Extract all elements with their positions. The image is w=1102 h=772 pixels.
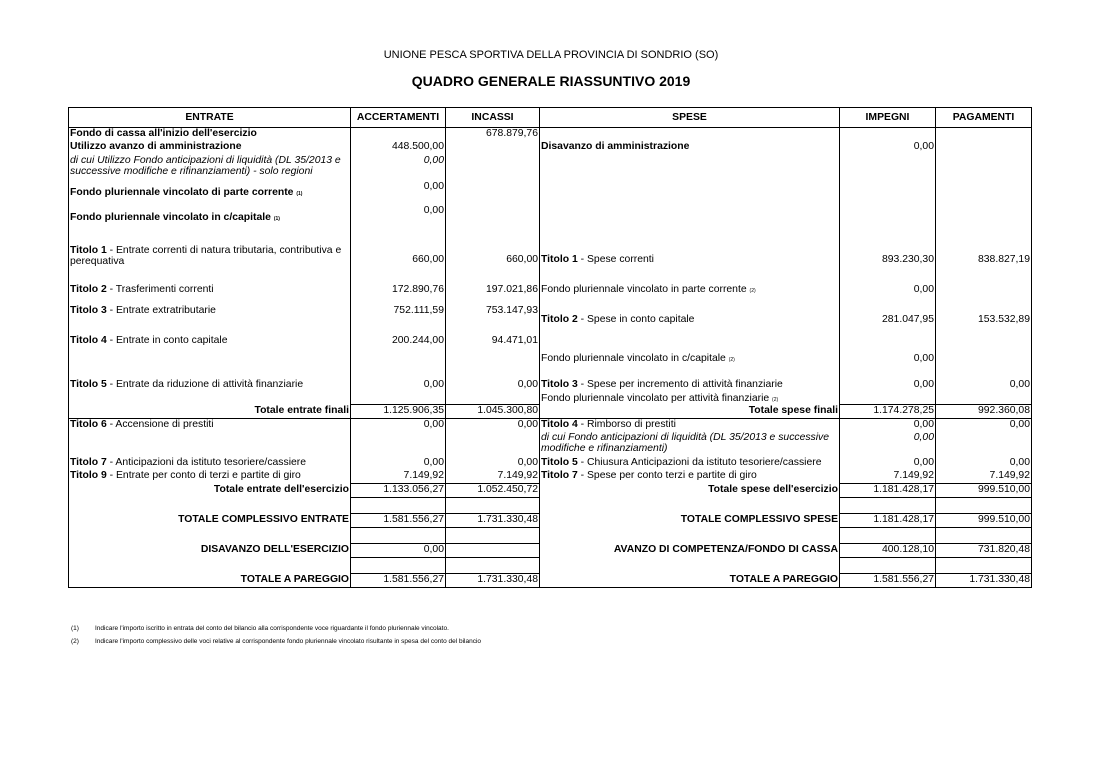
spesa-label: Titolo 3 - Spese per incremento di attività finanziarie bbox=[540, 379, 840, 393]
table-row bbox=[69, 128, 1032, 141]
total-row bbox=[69, 514, 1032, 528]
spacer-row bbox=[69, 498, 1032, 514]
incassi-value: 197.021,86 bbox=[446, 275, 540, 305]
table-row bbox=[69, 155, 1032, 181]
impegni-value: 0,00 bbox=[840, 379, 936, 393]
organization-name: UNIONE PESCA SPORTIVA DELLA PROVINCIA DI SONDRIO (SO) bbox=[383, 49, 719, 61]
col-header-impegni: IMPEGNI bbox=[840, 108, 936, 128]
summary-table bbox=[68, 107, 1032, 588]
spesa-label: Titolo 5 - Chiusura Anticipazioni da istituto tesoriere/cassiere bbox=[540, 457, 840, 470]
accertamenti-value: 200.244,00 bbox=[351, 335, 446, 349]
accertamenti-value: 752.111,59 bbox=[351, 305, 446, 321]
row-label: Utilizzo avanzo di amministrazione bbox=[69, 141, 351, 155]
col-header-entrate: ENTRATE bbox=[69, 108, 351, 128]
row-label: Totale entrate finali bbox=[69, 405, 351, 419]
impegni-value: 281.047,95 bbox=[840, 305, 936, 335]
spesa-label: Titolo 1 - Spese correnti bbox=[540, 245, 840, 275]
accertamenti-value: 0,00 bbox=[351, 379, 446, 393]
pagamenti-value: 731.820,48 bbox=[936, 544, 1032, 558]
table-row bbox=[69, 419, 1032, 432]
spesa-label: Titolo 4 - Rimborso di prestiti bbox=[540, 419, 840, 432]
pagamenti-value: 1.731.330,48 bbox=[936, 574, 1032, 588]
accertamenti-value: 0,00 bbox=[351, 205, 446, 232]
incassi-value: 1.052.450,72 bbox=[446, 484, 540, 498]
impegni-value: 7.149,92 bbox=[840, 470, 936, 484]
table-row bbox=[69, 275, 1032, 305]
accertamenti-value: 0,00 bbox=[351, 155, 446, 181]
impegni-value: 0,00 bbox=[840, 141, 936, 155]
table-header-row bbox=[69, 108, 1032, 128]
footnote-text: Indicare l'importo iscritto in entrata del conto del bilancio alla corrispondente voce riguardante il fondo pluriennale vincolato. bbox=[95, 625, 449, 632]
row-label: DISAVANZO DELL'ESERCIZIO bbox=[69, 544, 351, 558]
incassi-value: 94.471,01 bbox=[446, 335, 540, 349]
table-row bbox=[69, 432, 1032, 457]
table-row bbox=[69, 141, 1032, 155]
incassi-value: 1.731.330,48 bbox=[446, 514, 540, 528]
footnote-text: Indicare l'importo complessivo delle voci relative al corrispondente fondo pluriennale vincolato risultante in spesa del conto del bilancio bbox=[95, 638, 482, 645]
table-row bbox=[69, 393, 1032, 405]
accertamenti-value: 0,00 bbox=[351, 457, 446, 470]
spesa-label: AVANZO DI COMPETENZA/FONDO DI CASSA bbox=[540, 544, 840, 558]
total-row bbox=[69, 574, 1032, 588]
incassi-value: 678.879,76 bbox=[446, 128, 540, 141]
row-label: Titolo 6 - Accensione di prestiti bbox=[69, 419, 351, 432]
total-row bbox=[69, 405, 1032, 419]
footnote-number: (2) bbox=[71, 638, 79, 645]
spacer-row bbox=[69, 232, 1032, 245]
row-label: Titolo 1 - Entrate correnti di natura tributaria, contributiva e perequativa bbox=[69, 245, 351, 275]
spesa-label: Disavanzo di amministrazione bbox=[540, 141, 840, 155]
row-label: Titolo 9 - Entrate per conto di terzi e partite di giro bbox=[69, 470, 351, 484]
impegni-value: 0,00 bbox=[840, 275, 936, 305]
pagamenti-value: 153.532,89 bbox=[977, 313, 1030, 325]
row-label: Titolo 4 - Entrate in conto capitale bbox=[69, 335, 351, 349]
accertamenti-value: 660,00 bbox=[351, 245, 446, 275]
incassi-value: 660,00 bbox=[446, 245, 540, 275]
accertamenti-value: 172.890,76 bbox=[351, 275, 446, 305]
report-title: QUADRO GENERALE RIASSUNTIVO 2019 bbox=[411, 73, 691, 89]
accertamenti-value: 0,00 bbox=[351, 181, 446, 205]
total-row bbox=[69, 544, 1032, 558]
spesa-label: Titolo 7 - Spese per conto terzi e partite di giro bbox=[540, 470, 840, 484]
spesa-label: di cui Fondo anticipazioni di liquidità (DL 35/2013 e successive modifiche e rifinanziamenti) bbox=[540, 432, 840, 457]
incassi-value: 0,00 bbox=[446, 379, 540, 393]
table-row bbox=[69, 379, 1032, 393]
pagamenti-value: 999.510,00 bbox=[936, 514, 1032, 528]
incassi-value: 1.045.300,80 bbox=[446, 405, 540, 419]
col-header-accertamenti: ACCERTAMENTI bbox=[351, 108, 446, 128]
spacer-row bbox=[69, 558, 1032, 574]
spacer-row bbox=[69, 365, 1032, 379]
accertamenti-value: 7.149,92 bbox=[351, 470, 446, 484]
spesa-label: Fondo pluriennale vincolato in c/capitale (2) bbox=[540, 335, 840, 365]
table-row bbox=[69, 181, 1032, 205]
spesa-label: Totale spese dell'esercizio bbox=[540, 484, 840, 498]
accertamenti-value: 1.581.556,27 bbox=[351, 574, 446, 588]
impegni-value: 1.181.428,17 bbox=[840, 514, 936, 528]
pagamenti-value: 0,00 bbox=[1009, 378, 1030, 390]
accertamenti-value: 448.500,00 bbox=[351, 141, 446, 155]
accertamenti-value: 0,00 bbox=[351, 419, 446, 432]
accertamenti-value: 1.581.556,27 bbox=[351, 514, 446, 528]
pagamenti-value: 838.827,19 bbox=[977, 253, 1030, 265]
row-label: TOTALE A PAREGGIO bbox=[69, 574, 351, 588]
table-row bbox=[69, 335, 1032, 349]
impegni-value: 0,00 bbox=[840, 432, 936, 457]
row-label: Titolo 5 - Entrate da riduzione di attività finanziarie bbox=[69, 379, 351, 393]
accertamenti-value: 0,00 bbox=[351, 544, 446, 558]
spacer-row bbox=[69, 528, 1032, 544]
row-label: Fondo pluriennale vincolato di parte corrente (1) bbox=[69, 181, 351, 205]
table-row bbox=[69, 457, 1032, 470]
row-label: Fondo pluriennale vincolato in c/capitale (1) bbox=[69, 205, 351, 232]
incassi-value: 1.731.330,48 bbox=[446, 574, 540, 588]
impegni-value: 1.174.278,25 bbox=[840, 405, 936, 419]
row-label: Titolo 3 - Entrate extratributarie bbox=[69, 305, 351, 321]
impegni-value: 1.581.556,27 bbox=[840, 574, 936, 588]
impegni-value: 0,00 bbox=[840, 335, 936, 365]
col-header-incassi: INCASSI bbox=[446, 108, 540, 128]
incassi-value: 0,00 bbox=[446, 457, 540, 470]
incassi-value: 7.149,92 bbox=[446, 470, 540, 484]
spesa-label: Fondo pluriennale vincolato in parte corrente (2) bbox=[540, 275, 840, 305]
row-label: Titolo 7 - Anticipazioni da istituto tesoriere/cassiere bbox=[69, 457, 351, 470]
row-label: di cui Utilizzo Fondo anticipazioni di liquidità (DL 35/2013 e successive modifiche e rifinanziamenti) - solo regioni bbox=[69, 155, 351, 181]
impegni-value: 1.181.428,17 bbox=[840, 484, 936, 498]
row-label: TOTALE COMPLESSIVO ENTRATE bbox=[69, 514, 351, 528]
impegni-value: 400.128,10 bbox=[840, 544, 936, 558]
row-label: Totale entrate dell'esercizio bbox=[69, 484, 351, 498]
pagamenti-value: 992.360,08 bbox=[936, 405, 1032, 419]
impegni-value: 0,00 bbox=[840, 457, 936, 470]
incassi-value: 0,00 bbox=[446, 419, 540, 432]
spesa-label: TOTALE COMPLESSIVO SPESE bbox=[540, 514, 840, 528]
table-row bbox=[69, 470, 1032, 484]
spesa-label: TOTALE A PAREGGIO bbox=[540, 574, 840, 588]
accertamenti-value: 1.133.056,27 bbox=[351, 484, 446, 498]
spesa-label: Titolo 2 - Spese in conto capitale bbox=[540, 305, 840, 335]
accertamenti-value: 1.125.906,35 bbox=[351, 405, 446, 419]
col-header-pagamenti: PAGAMENTI bbox=[936, 108, 1032, 128]
table-row bbox=[69, 245, 1032, 275]
table-row bbox=[69, 305, 1032, 321]
impegni-value: 893.230,30 bbox=[840, 245, 936, 275]
spesa-label: Totale spese finali bbox=[540, 405, 840, 419]
incassi-value: 753.147,93 bbox=[446, 305, 540, 321]
footnote-number: (1) bbox=[71, 625, 79, 632]
spesa-label: Fondo pluriennale vincolato per attività finanziarie (2) bbox=[540, 393, 840, 405]
footnote bbox=[71, 638, 481, 645]
impegni-value: 0,00 bbox=[840, 419, 936, 432]
col-header-spese: SPESE bbox=[540, 108, 840, 128]
pagamenti-value: 0,00 bbox=[1009, 456, 1030, 468]
row-label: Fondo di cassa all'inizio dell'esercizio bbox=[69, 128, 351, 141]
pagamenti-value: 7.149,92 bbox=[989, 469, 1030, 481]
pagamenti-value: 999.510,00 bbox=[936, 484, 1032, 498]
total-row bbox=[69, 484, 1032, 498]
pagamenti-value: 0,00 bbox=[936, 419, 1032, 432]
table-row bbox=[69, 205, 1032, 232]
footnote bbox=[71, 625, 449, 632]
row-label: Titolo 2 - Trasferimenti correnti bbox=[69, 275, 351, 305]
